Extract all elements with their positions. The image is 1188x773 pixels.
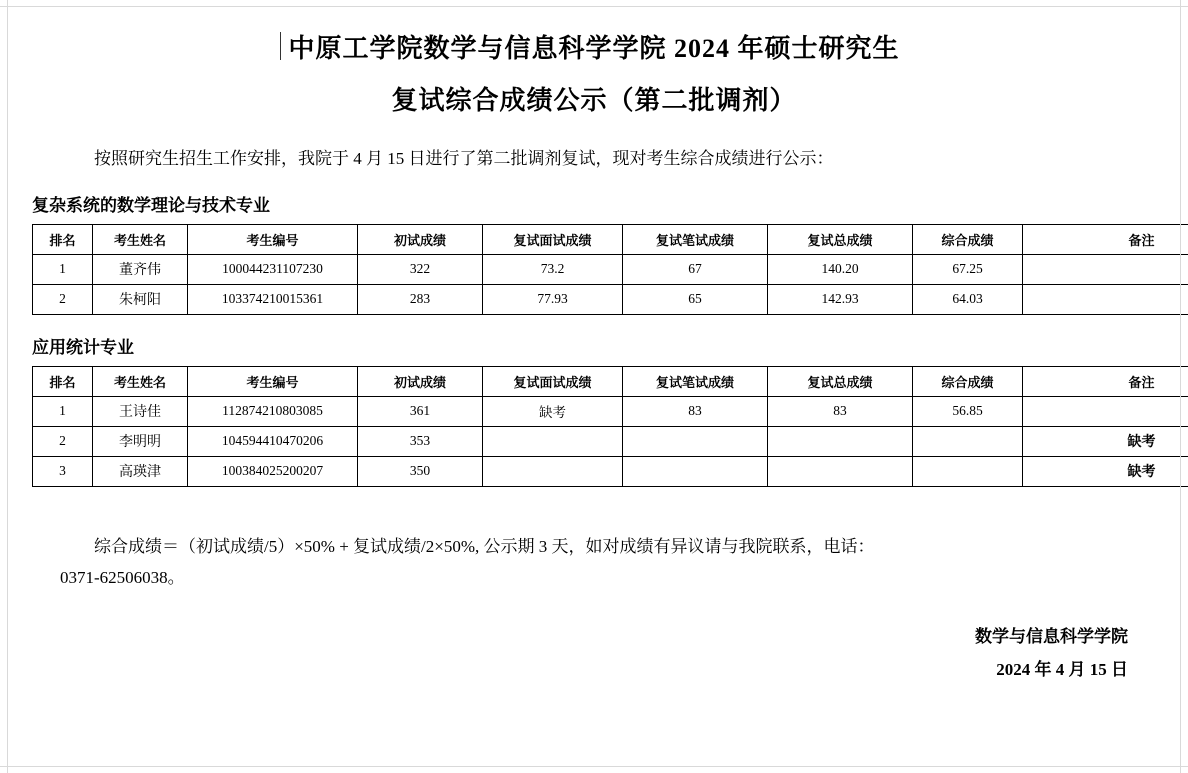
cell-retest-total [768, 456, 913, 486]
cell-name: 李明明 [93, 426, 188, 456]
column-header-written: 复试笔试成绩 [623, 366, 768, 396]
cell-rank: 3 [33, 456, 93, 486]
cell-rank: 2 [33, 284, 93, 314]
column-header-composite: 综合成绩 [913, 224, 1023, 254]
column-header-retest-total: 复试总成绩 [768, 366, 913, 396]
table-header-row [33, 366, 1188, 396]
page-border-right [1180, 0, 1181, 773]
table-row [33, 456, 1188, 486]
table-header-row [33, 224, 1188, 254]
section-heading-1: 复杂系统的数学理论与技术专业 [32, 195, 270, 215]
cell-name: 董齐伟 [93, 254, 188, 284]
cell-rank: 1 [33, 396, 93, 426]
cell-written: 83 [623, 396, 768, 426]
title-line-1: 中原工学院数学与信息科学学院 2024 年硕士研究生 [288, 30, 899, 68]
cell-preliminary: 361 [358, 396, 483, 426]
cell-rank: 1 [33, 254, 93, 284]
cell-remark [1023, 396, 1188, 426]
cell-interview: 缺考 [483, 396, 623, 426]
cell-retest-total: 142.93 [768, 284, 913, 314]
cell-preliminary: 353 [358, 426, 483, 456]
cell-remark: 缺考 [1023, 456, 1188, 486]
cell-remark: 缺考 [1023, 426, 1188, 456]
cell-composite: 64.03 [913, 284, 1023, 314]
cell-interview [483, 456, 623, 486]
cell-composite: 56.85 [913, 396, 1023, 426]
cell-composite [913, 456, 1023, 486]
column-header-written: 复试笔试成绩 [623, 224, 768, 254]
signature-date: 2024 年 4 月 15 日 [996, 659, 1128, 679]
table-row [33, 254, 1188, 284]
cell-id: 100384025200207 [188, 456, 358, 486]
cell-preliminary: 322 [358, 254, 483, 284]
column-header-rank: 排名 [33, 366, 93, 396]
cell-preliminary: 283 [358, 284, 483, 314]
cell-written [623, 456, 768, 486]
cell-name: 高瑛津 [93, 456, 188, 486]
formula-line-2: 0371-62506038。 [60, 568, 185, 587]
title-line-2: 复试综合成绩公示（第二批调剂） [391, 85, 797, 115]
cell-written [623, 426, 768, 456]
page-border-left [7, 0, 8, 773]
cell-name: 朱柯阳 [93, 284, 188, 314]
column-header-rank: 排名 [33, 224, 93, 254]
column-header-name: 考生姓名 [93, 224, 188, 254]
formula-note [24, 531, 1164, 594]
column-header-name: 考生姓名 [93, 366, 188, 396]
section-heading-2: 应用统计专业 [32, 337, 134, 357]
grades-table-2 [32, 366, 1188, 487]
column-header-remark: 备注 [1023, 224, 1188, 254]
cell-written: 67 [623, 254, 768, 284]
signature-unit: 数学与信息科学学院 [975, 627, 1128, 647]
column-header-id: 考生编号 [188, 366, 358, 396]
table-row [33, 396, 1188, 426]
cell-interview: 77.93 [483, 284, 623, 314]
cell-id: 100044231107230 [188, 254, 358, 284]
document-title [24, 0, 1164, 119]
cell-id: 103374210015361 [188, 284, 358, 314]
table-row [33, 426, 1188, 456]
column-header-interview: 复试面试成绩 [483, 366, 623, 396]
cell-composite [913, 426, 1023, 456]
intro-paragraph: 按照研究生招生工作安排，我院于 4 月 15 日进行了第二批调剂复试，现对考生综合成绩进行公示： [94, 149, 834, 169]
cell-retest-total [768, 426, 913, 456]
cell-composite: 67.25 [913, 254, 1023, 284]
column-header-remark: 备注 [1023, 366, 1188, 396]
cell-written: 65 [623, 284, 768, 314]
cell-preliminary: 350 [358, 456, 483, 486]
column-header-retest-total: 复试总成绩 [768, 224, 913, 254]
cell-retest-total: 140.20 [768, 254, 913, 284]
table-row [33, 284, 1188, 314]
page-border-top [0, 6, 1188, 7]
cell-id: 104594410470206 [188, 426, 358, 456]
column-header-interview: 复试面试成绩 [483, 224, 623, 254]
column-header-id: 考生编号 [188, 224, 358, 254]
column-header-preliminary: 初试成绩 [358, 224, 483, 254]
cell-name: 王诗佳 [93, 396, 188, 426]
column-header-composite: 综合成绩 [913, 366, 1023, 396]
cell-remark [1023, 254, 1188, 284]
cell-interview: 73.2 [483, 254, 623, 284]
page-border-bottom [0, 766, 1188, 767]
signature-block [24, 621, 1164, 686]
cell-remark [1023, 284, 1188, 314]
cell-interview [483, 426, 623, 456]
cell-id: 112874210803085 [188, 396, 358, 426]
formula-line-1: 综合成绩＝（初试成绩/5）×50% + 复试成绩/2×50%, 公示期 3 天，如对成绩有异议请与我院联系，电话： [94, 536, 875, 556]
grades-table-1 [32, 224, 1188, 315]
cell-rank: 2 [33, 426, 93, 456]
cell-retest-total: 83 [768, 396, 913, 426]
column-header-preliminary: 初试成绩 [358, 366, 483, 396]
